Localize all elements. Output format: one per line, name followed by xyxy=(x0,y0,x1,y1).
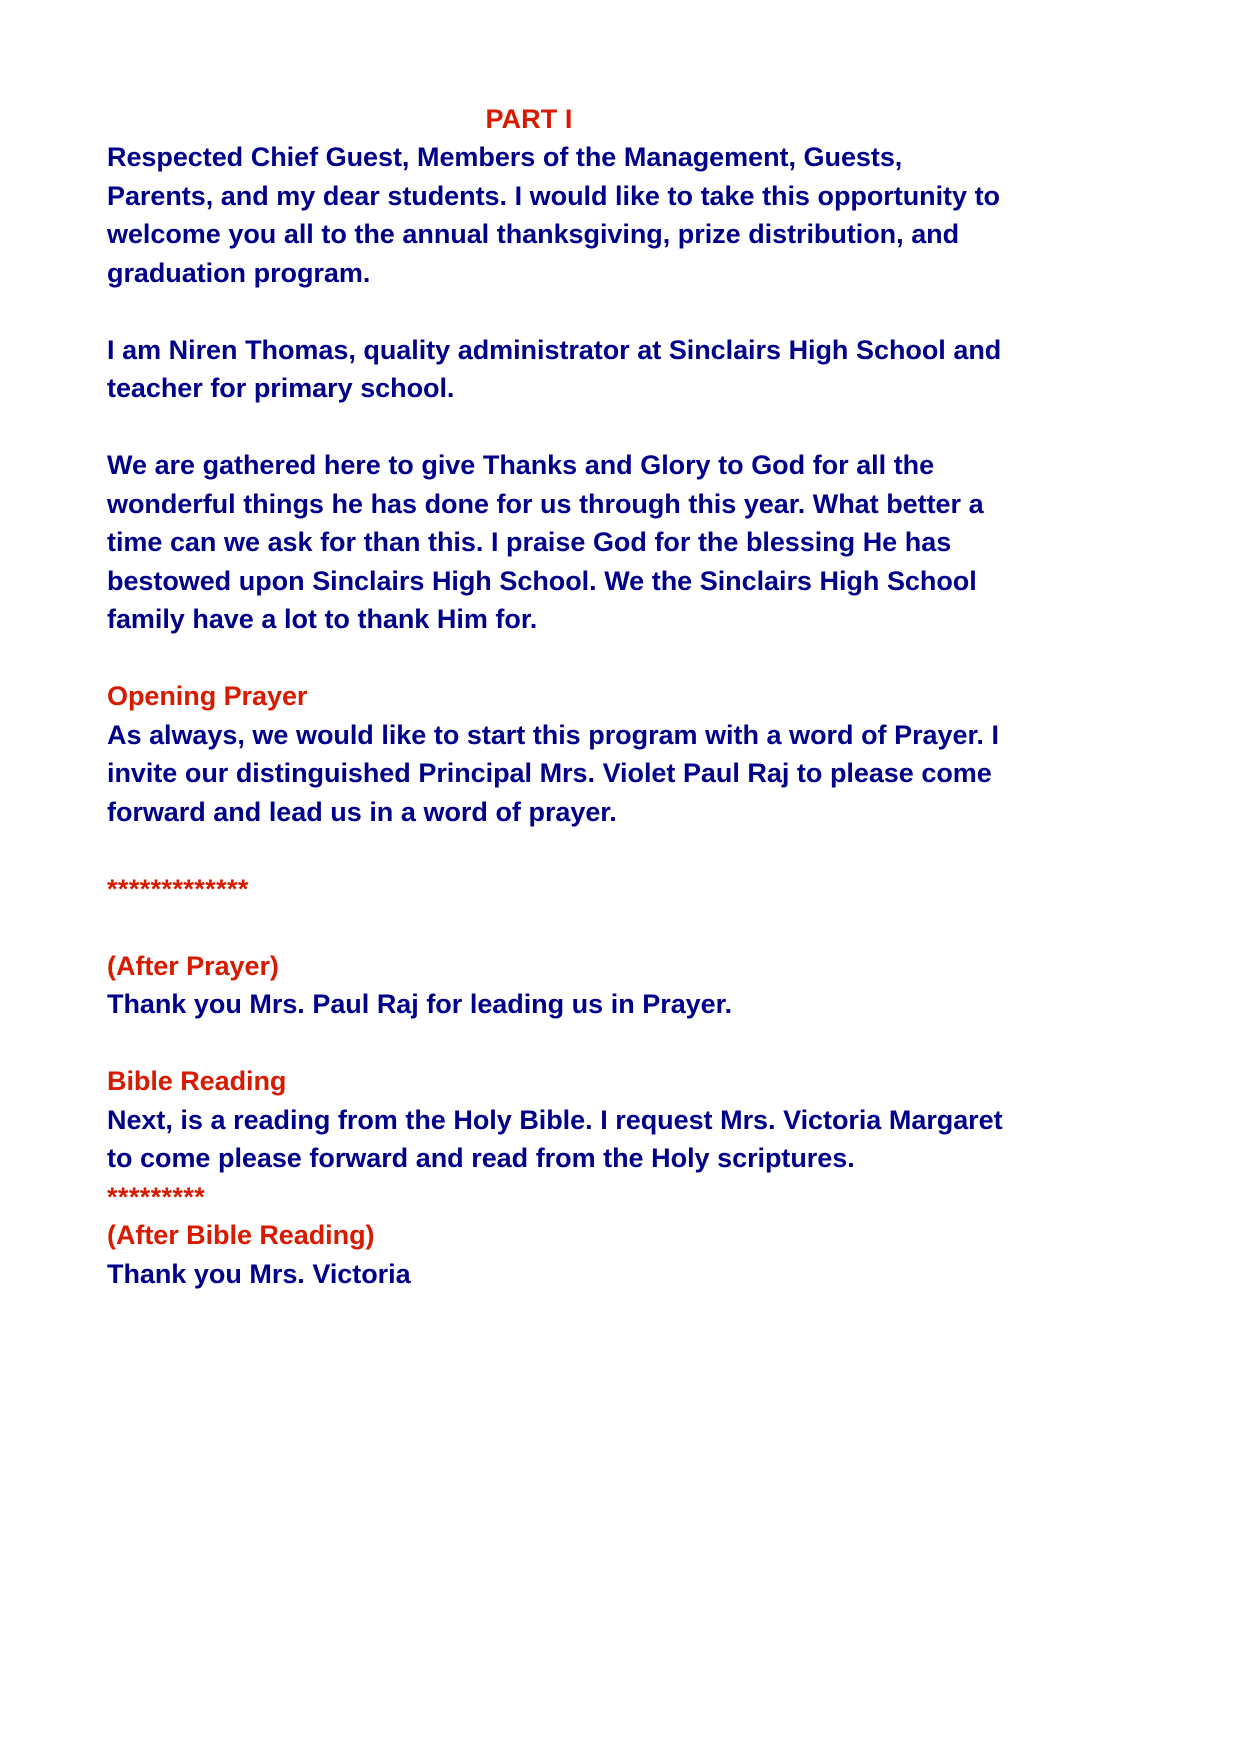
separator-asterisks-one: ************* xyxy=(107,873,249,904)
after-bible-reading-paragraph: Thank you Mrs. Victoria xyxy=(107,1258,411,1289)
thanksgiving-paragraph: We are gathered here to give Thanks and Glory to God for all the wonderful things he has done for us through this year. What better a time can we ask for than this. I praise God for the blessing He has bestowed upon Sinclairs High School. We the Sinclairs High School family have a lot to thank Him for. xyxy=(107,450,984,634)
opening-prayer-paragraph: As always, we would like to start this program with a word of Prayer. I invite our distinguished Principal Mrs. Violet Paul Raj to please come forward and lead us in a word of prayer. xyxy=(107,719,999,827)
paragraph-spacer xyxy=(107,908,1007,947)
welcome-paragraph: Respected Chief Guest, Members of the Management, Guests, Parents, and my dear students. I would like to take this opportunity to welcome you all to the annual thanksgiving, prize distribution, and graduation program. xyxy=(107,142,1000,288)
bible-reading-paragraph: Next, is a reading from the Holy Bible. I request Mrs. Victoria Margaret to come please forward and read from the Holy scriptures. xyxy=(107,1104,1003,1173)
after-bible-reading-heading: (After Bible Reading) xyxy=(107,1220,375,1250)
paragraph-spacer xyxy=(107,831,1007,870)
paragraph-spacer xyxy=(107,292,1007,331)
paragraph-spacer xyxy=(107,639,1007,678)
page-title: PART I xyxy=(485,104,573,134)
after-prayer-paragraph: Thank you Mrs. Paul Raj for leading us in Prayer. xyxy=(107,989,733,1019)
after-prayer-heading: (After Prayer) xyxy=(107,950,279,981)
paragraph-spacer xyxy=(107,408,1007,447)
paragraph-spacer xyxy=(107,1024,1007,1063)
introduction-paragraph: I am Niren Thomas, quality administrator at Sinclairs High School and teacher for primary school. xyxy=(107,334,1002,403)
separator-asterisks-two: ********* xyxy=(107,1181,206,1212)
document-body xyxy=(107,100,1007,1293)
bible-reading-heading: Bible Reading xyxy=(107,1066,287,1096)
opening-prayer-heading: Opening Prayer xyxy=(107,681,308,711)
